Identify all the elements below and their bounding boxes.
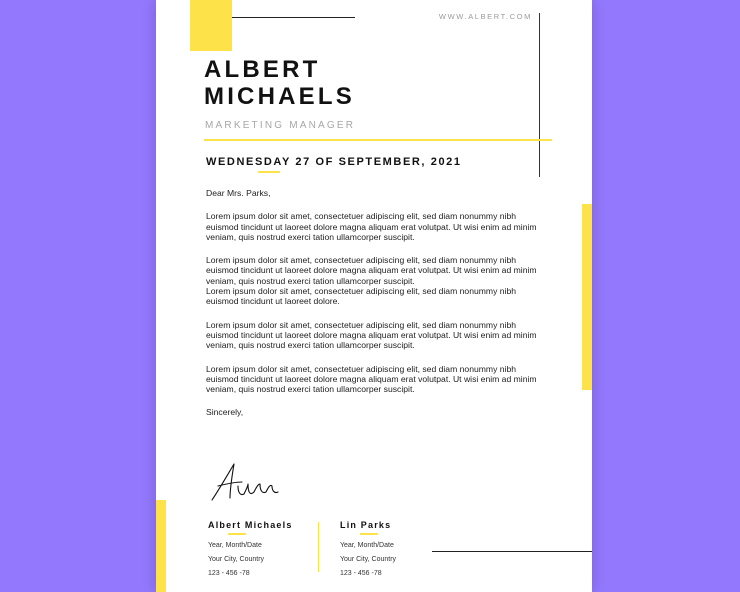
name-line-1: ALBERT: [204, 56, 321, 83]
letter-body: [206, 188, 546, 418]
name-line-2: MICHAELS: [204, 83, 355, 110]
sender-city: Your City, Country: [208, 556, 265, 563]
yellow-side-bar: [582, 204, 592, 390]
sender-details: [208, 520, 293, 581]
salutation: Dear Mrs. Parks,: [206, 188, 271, 198]
paragraph-5: Lorem ipsum dolor sit amet, consectetuer adipiscing elit, sed diam nonummy nibh euismod tincidunt ut laoreet dolore magna aliquam erat volutpat. Ut wisi enim ad minim veniam, quis nostrud exerci tation ullamcorper suscipit.: [206, 363, 537, 395]
sender-name-underline: [228, 533, 246, 535]
paragraph-3: Lorem ipsum dolor sit amet, consectetuer adipiscing elit, sed diam nonummy nibh euismod tincidunt ut laoreet dolore.: [206, 286, 517, 307]
top-rule: [232, 17, 355, 18]
recipient-city: Your City, Country: [340, 556, 397, 563]
closing: Sincerely,: [206, 407, 244, 418]
yellow-bottom-bar: [156, 500, 166, 592]
sender-phone: 123 - 456 -78: [208, 570, 250, 577]
vertical-rule: [539, 13, 540, 177]
letter-date: WEDNESDAY 27 OF SEPTEMBER, 2021: [206, 156, 462, 168]
paragraph-4: Lorem ipsum dolor sit amet, consectetuer adipiscing elit, sed diam nonummy nibh euismod tincidunt ut laoreet dolore magna aliquam erat volutpat. Ut wisi enim ad minim veniam, quis nostrud exerci tation ullamcorper suscipit.: [206, 319, 537, 351]
recipient-phone: 123 - 456 -78: [340, 570, 382, 577]
sender-date: Year, Month/Date: [208, 542, 262, 549]
recipient-name-underline: [360, 533, 378, 535]
recipient-date: Year, Month/Date: [340, 542, 394, 549]
yellow-corner-block: [190, 0, 232, 51]
letter-page: [156, 0, 592, 592]
website-text: WWW.ALBERT.COM: [438, 12, 532, 21]
recipient-details: [340, 520, 396, 581]
recipient-name: Lin Parks: [340, 520, 392, 530]
sender-name-heading: [204, 56, 355, 110]
paragraph-1: Lorem ipsum dolor sit amet, consectetuer adipiscing elit, sed diam nonummy nibh euismod tincidunt ut laoreet dolore magna aliquam erat volutpat. Ut wisi enim ad minim veniam, quis nostrud exerci tation ullamcorper suscipit.: [206, 211, 537, 242]
date-underline: [258, 171, 280, 173]
bottom-rule: [432, 551, 592, 552]
paragraph-2: Lorem ipsum dolor sit amet, consectetuer adipiscing elit, sed diam nonummy nibh euismod tincidunt ut laoreet dolore magna aliquam erat volutpat. Ut wisi enim ad minim veniam, quis nostrud exerci tation ullamcorper suscipit.: [206, 255, 537, 286]
signature-icon: [208, 460, 282, 506]
footer-divider: [318, 522, 319, 572]
title-underline: [204, 139, 552, 141]
sender-name: Albert Michaels: [208, 520, 293, 530]
job-title: MARKETING MANAGER: [205, 120, 356, 131]
